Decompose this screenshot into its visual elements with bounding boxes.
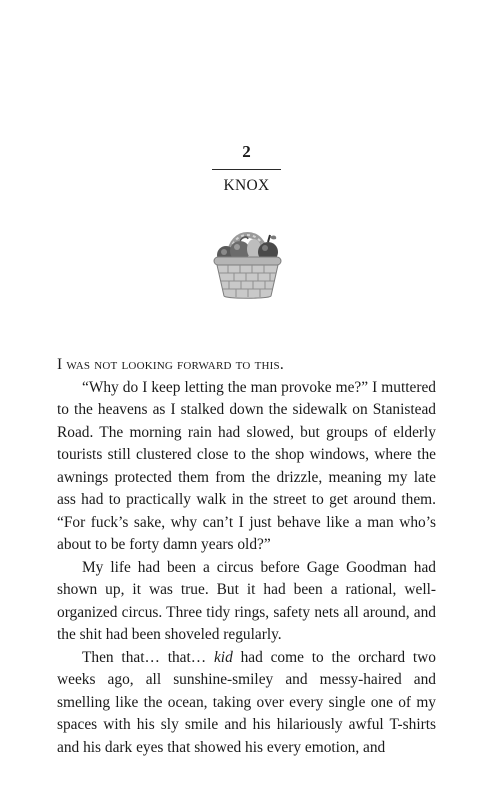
chapter-number: 2 <box>242 142 251 161</box>
paragraph-text: Then that… that… <box>82 648 214 666</box>
paragraph: My life had been a circus before Gage Goodman had shown up, it was true. But it had been a rational, well-organized circus. Three tidy rings, safety nets all around, and the shit had been shoveled regularly. <box>57 558 436 643</box>
paragraph: “Why do I keep letting the man provoke me?” I muttered to the heavens as I stalked down the sidewalk on Stanistead Road. The morning rain had slowed, but groups of elderly tourists still clustered close to the shop windows, where the awnings protected them from the drizzle, meaning my late ass had to practically walk in the street to get around them. “For fuck’s sake, why can’t I just behave like a man who’s about to be forty damn years old?” <box>57 378 436 553</box>
paragraph <box>57 647 436 760</box>
emphasis-text: kid <box>213 648 233 666</box>
opening-paragraph <box>57 354 436 377</box>
opening-line: I was not looking forward to this. <box>57 356 284 373</box>
chapter-divider <box>212 169 281 170</box>
fruit-basket-icon <box>210 222 285 300</box>
paragraph-text: had come to the orchard two weeks ago, all sunshine-smiley and messy-haired and smelling like the ocean, taking over every single one of my spaces with his sly smile and his hilariously awful T-shirts and his dark eyes that showed his every emotion, and <box>57 648 436 756</box>
chapter-body <box>57 354 436 759</box>
chapter-title: KNOX <box>223 177 270 194</box>
